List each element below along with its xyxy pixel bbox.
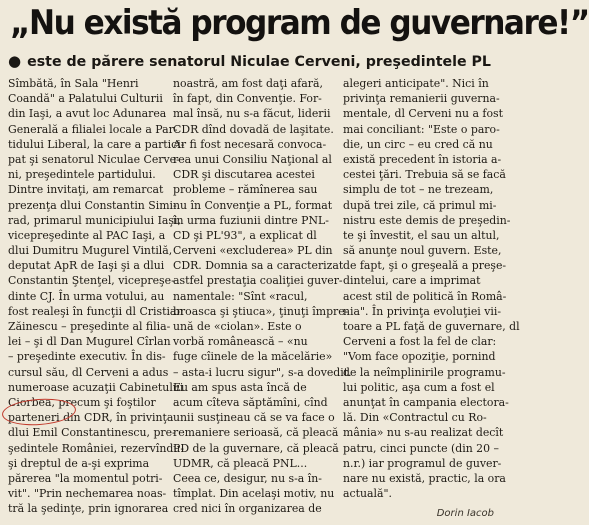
article-line: părerea "la momentul potri- <box>8 471 163 485</box>
article-line: şi dreptul de a-şi exprima <box>8 456 150 470</box>
article-line: deputat ApR de Iaşi şi a dlui <box>8 259 165 273</box>
article-line: die, un circ – eu cred că nu <box>343 137 493 151</box>
article-line: mal însă, nu s-a făcut, liderii <box>173 107 331 121</box>
article-line: ună de «ciolan». Este o <box>173 320 302 333</box>
article-line: unii susţineau că se va face o <box>173 411 335 425</box>
article-line: vicepreşedinte al PAC Iaşi, a <box>8 228 166 242</box>
article-line: Constantin Ştenţel, vicepreşe- <box>8 274 175 288</box>
article-line: "Vom face opoziţie, pornind <box>343 350 496 364</box>
article-line: rad, primarul municipiului Iaşi, <box>8 213 181 227</box>
article-line: lei – şi dl Dan Mugurel Cîrlan <box>8 335 171 349</box>
article-line: numeroase acuzaţii Cabinetului <box>8 380 184 394</box>
headline: „Nu există program de guvernare!” <box>10 3 589 42</box>
article-line: toare a PL faţă de guvernare, dl <box>343 320 520 333</box>
article-line: te şi învestit, el sau un altul, <box>343 228 500 242</box>
article-line: Generală a filialei locale a Par- <box>8 122 178 136</box>
article-line: Coandă" a Palatului Culturii <box>8 92 163 106</box>
article-line: probleme – rămînerea sau <box>173 183 318 197</box>
article-line: lă. Din «Contractul cu Ro- <box>343 411 487 425</box>
article-line: actuală". <box>343 487 392 501</box>
article-line: în fapt, din Convenţie. For- <box>173 92 322 106</box>
article-line: UDMR, că pleacă PNL... <box>173 456 308 470</box>
article-line: nistru este demis de preşedin- <box>343 213 511 227</box>
article-line: astfel prestaţia coaliţiei guver- <box>173 274 343 288</box>
article-line: anunţat în campania electora- <box>343 395 509 409</box>
article-line: vorbă românească – «nu <box>173 335 308 349</box>
article-line: dinte CJ. În urma votului, au <box>8 289 165 303</box>
article-line: Dintre invitaţi, am remarcat <box>8 183 164 197</box>
article-line: mentale, dl Cerveni nu a fost <box>343 107 503 121</box>
article-line: fuge cîinele de la măcelărie» <box>173 350 333 364</box>
article-line: CDR. Domnia sa a caracterizat <box>173 259 344 273</box>
article-line: să anunţe noul guvern. Este, <box>343 244 502 258</box>
article-line: de fapt, şi o greşeală a preşe- <box>343 259 507 273</box>
article-line: cursul său, dl Cerveni a adus <box>8 365 169 379</box>
article-line: fost realeşi în funcţii dl Cristian <box>8 304 184 318</box>
article-line: – preşedinte executiv. În dis- <box>8 350 166 364</box>
byline: Dorin Iacob <box>436 508 494 519</box>
article-line: cestei ţări. Trebuia să se facă <box>343 168 506 182</box>
article-line: în urma fuziunii dintre PNL- <box>173 213 329 227</box>
article-line: Sîmbătă, în Sala "Henri <box>8 77 139 90</box>
article-line: nu în Convenţie a PL, format <box>173 198 333 212</box>
article-line: acum cîteva săptămîni, cînd <box>173 395 328 409</box>
article-line: există precedent în istoria a- <box>343 152 502 166</box>
article-line: ni, preşedintele partidului. <box>8 168 156 182</box>
article-line: dintelui, care a imprimat <box>343 274 481 288</box>
article-line: Eu am spus asta încă de <box>173 380 307 394</box>
article-line: noastră, am fost daţi afară, <box>173 77 323 90</box>
article-line: remaniere serioasă, că pleacă <box>173 426 339 440</box>
subheadline-row <box>8 49 500 74</box>
article-line: Zăinescu – preşedinte al filia- <box>8 320 171 333</box>
article-column-3 <box>343 76 520 501</box>
article-line: Ciorbea, precum şi foştilor <box>8 395 156 409</box>
article-line: de la neîmplinirile programu- <box>343 365 506 379</box>
article-line: prezenţa dlui Constantin Simi- <box>8 198 177 212</box>
article-line: dlui Emil Constantinescu, pre- <box>8 426 176 440</box>
article-line: dlui Dumitru Mugurel Vintilă, <box>8 244 173 258</box>
article-line: alegeri anticipate". Nici în <box>343 77 489 90</box>
article-line: acest stil de politică în Româ- <box>343 289 507 303</box>
article-line: simplu de tot – ne trezeam, <box>343 183 494 197</box>
article-line: patru, cinci puncte (din 20 – <box>343 441 499 455</box>
article-line: CD şi PL'93", a explicat dl <box>173 228 317 242</box>
article-line: după trei zile, că primul mi- <box>343 198 497 212</box>
article-line: – asta-i lucru sigur", s-a dovedit. <box>173 365 352 379</box>
article-line: privinţa remanierii guverna- <box>343 92 500 106</box>
article-line: cred nici în organizarea de <box>173 502 322 516</box>
article-line: Cerveni a fost la fel de clar: <box>343 335 497 349</box>
article-line: parteneri din CDR, în privinţa <box>8 411 174 425</box>
article-line: Ar fi fost necesară convoca- <box>173 137 327 151</box>
article-line: Cerveni «excluderea» PL din <box>173 244 333 258</box>
article-line: vit". "Prin nechemarea noas- <box>8 487 167 501</box>
article-column-2 <box>173 76 352 516</box>
article-line: n.r.) iar programul de guver- <box>343 456 502 470</box>
article-line: namentale: "Sînt «racul, <box>173 289 308 303</box>
article-line: CDR şi discutarea acestei <box>173 168 315 182</box>
article-line: broasca şi ştiuca», ţinuţi împre- <box>173 304 349 318</box>
article-line: din Iaşi, a avut loc Adunarea <box>8 107 167 121</box>
article-line: nia". În privinţa evoluţiei vii- <box>343 304 502 318</box>
article-line: şedintele României, rezervîndu- <box>8 441 184 455</box>
article-line: rea unui Consiliu Naţional al <box>173 152 332 166</box>
article-column-1 <box>8 76 185 516</box>
article-line: lui politic, aşa cum a fost el <box>343 380 495 394</box>
article-line: Ceea ce, desigur, nu s-a în- <box>173 471 322 485</box>
article-line: mânia» nu s-au realizat decît <box>343 426 504 440</box>
article-line: CDR dînd dovadă de laşitate. <box>173 122 334 136</box>
article-line: tîmplat. Din acelaşi motiv, nu <box>173 487 335 501</box>
bullet-icon: ● <box>8 52 22 70</box>
article-line: tidului Liberal, la care a partici- <box>8 137 185 151</box>
subheadline: este de părere senatorul Niculae Cerveni, preşedintele PL <box>27 54 491 70</box>
article-line: pat şi senatorul Niculae Cerve- <box>8 152 180 166</box>
article-line: tră la şedinţe, prin ignorarea <box>8 502 169 516</box>
article-line: mai conciliant: "Este o paro- <box>343 122 500 136</box>
article-line: nare nu există, practic, la ora <box>343 471 506 485</box>
article-line: PD de la guvernare, că pleacă <box>173 441 339 455</box>
